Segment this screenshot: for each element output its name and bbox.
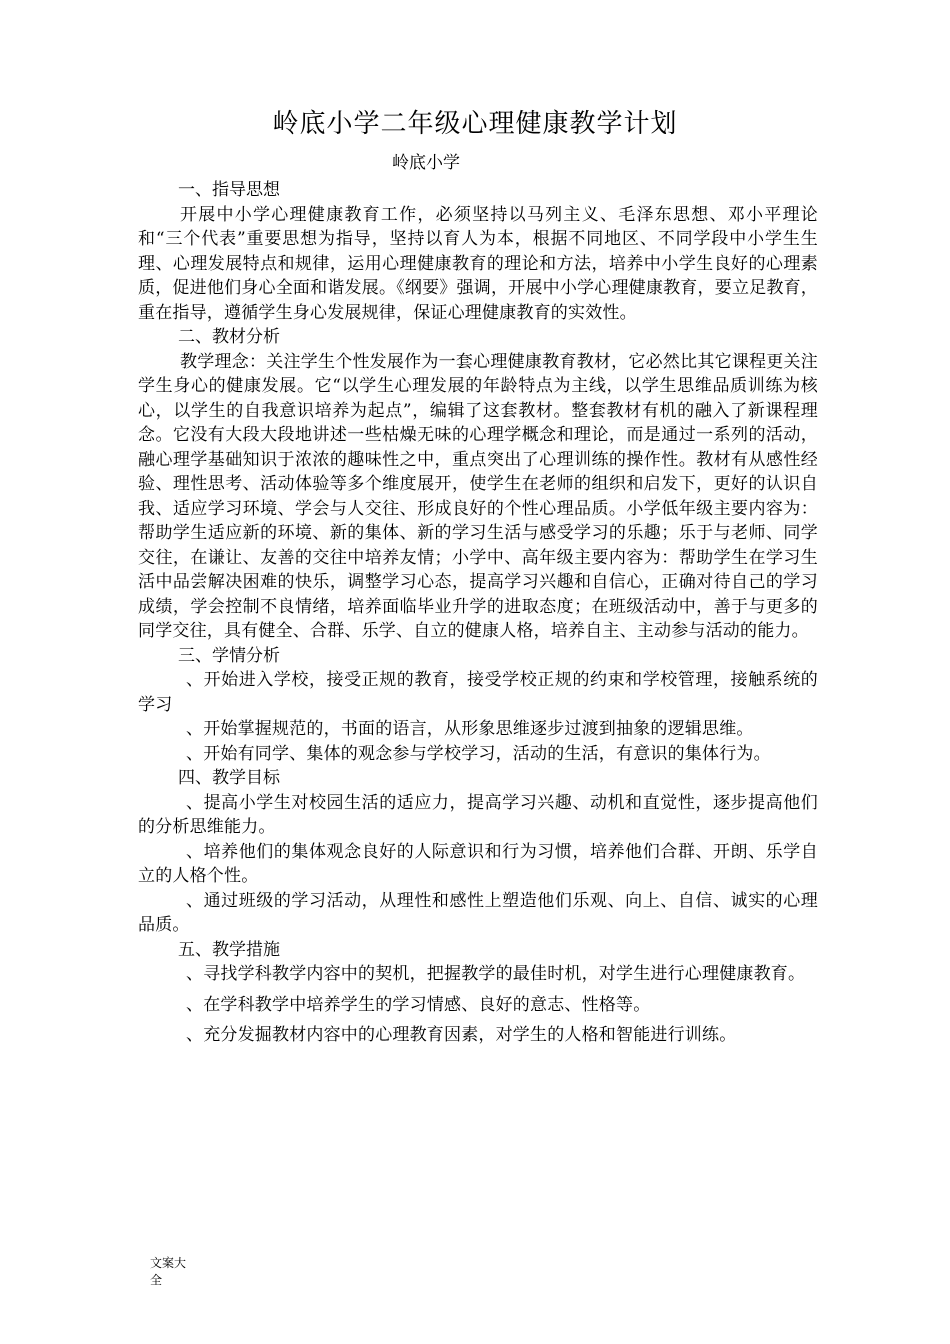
section-heading-4: 四、教学目标 xyxy=(178,768,280,788)
list-item: 、开始进入学校，接受正规的教育，接受学校正规的约束和学校管理，接触系统的学习 xyxy=(138,670,818,715)
section-heading-1: 一、指导思想 xyxy=(178,180,280,200)
document-title: 岭底小学二年级心理健康教学计划 xyxy=(272,109,678,139)
list-item: 、开始有同学、集体的观念参与学校学习，活动的生活，有意识的集体行为。 xyxy=(186,743,771,764)
list-item: 、充分发掘教材内容中的心理教育因素，对学生的人格和智能进行训练。 xyxy=(186,1025,737,1045)
section-heading-2: 二、教材分析 xyxy=(178,327,280,347)
footer-text: 文案大全 xyxy=(150,1256,187,1287)
section-heading-3: 三、学情分析 xyxy=(178,645,280,666)
section-heading-5: 五、教学措施 xyxy=(178,939,280,960)
author-line: 岭底小学 xyxy=(392,153,460,173)
list-item: 、培养他们的集体观念良好的人际意识和行为习惯，培养他们合群、开朗、乐学自立的人格个性。 xyxy=(138,841,818,886)
list-item: 、寻找学科教学内容中的契机，把握教学的最佳时机，对学生进行心理健康教育。 xyxy=(186,964,806,984)
document-body xyxy=(138,178,818,1048)
list-item: 、开始掌握规范的，书面的语言，从形象思维逐步过渡到抽象的逻辑思维。 xyxy=(186,719,754,739)
list-item: 、提高小学生对校园生活的适应力，提高学习兴趣、动机和直觉性，逐步提高他们的分析思维能力。 xyxy=(138,792,818,837)
paragraph: 教学理念：关注学生个性发展作为一套心理健康教育教材，它必然比其它课程更关注学生身心的健康发展。它“以学生心理发展的年龄特点为主线，以学生思维品质训练为核心，以学生的自我意识培养为起点”，编辑了这套教材。整套教材有机的融入了新课程理念。它没有大段大段地讲述一些枯燥无味的心理学概念和理论，而是通过一系列的活动，融心理学基础知识于浓浓的趣味性之中，重点突出了心理训练的操作性。教材有从感性经验、理性思考、活动体验等多个维度展开，使学生在老师的组织和启发下，更好的认识自我、适应学习环境、学会与人交往、形成良好的个性心理品质。小学低年级主要内容为：帮助学生适应新的环境、新的集体、新的学习生活与感受学习的乐趣；乐于与老师、同学交往，在谦让、友善的交往中培养友情；小学中、高年级主要内容为：帮助学生在学习生活中品尝解决困难的快乐，调整学习心态，提高学习兴趣和自信心，正确对待自己的学习成绩，学会控制不良情绪，培养面临毕业升学的进取态度；在班级活动中，善于与更多的同学交往，具有健全、合群、乐学、自立的健康人格，培养自主、主动参与活动的能力。 xyxy=(138,351,818,641)
list-item: 、在学科教学中培养学生的学习情感、良好的意志、性格等。 xyxy=(186,994,651,1015)
list-item: 、通过班级的学习活动，从理性和感性上塑造他们乐观、向上、自信、诚实的心理品质。 xyxy=(138,890,818,935)
paragraph: 开展中小学心理健康教育工作，必须坚持以马列主义、毛泽东思想、邓小平理论和“三个代表”重要思想为指导，坚持以育人为本，根据不同地区、不同学段中小学生生理、心理发展特点和规律，运用心理健康教育的理论和方法，培养中小学生良好的心理素质，促进他们身心全面和谐发展。《纲要》强调，开展中小学心理健康教育，要立足教育，重在指导，遵循学生身心发展规律，保证心理健康教育的实效性。 xyxy=(138,204,818,323)
